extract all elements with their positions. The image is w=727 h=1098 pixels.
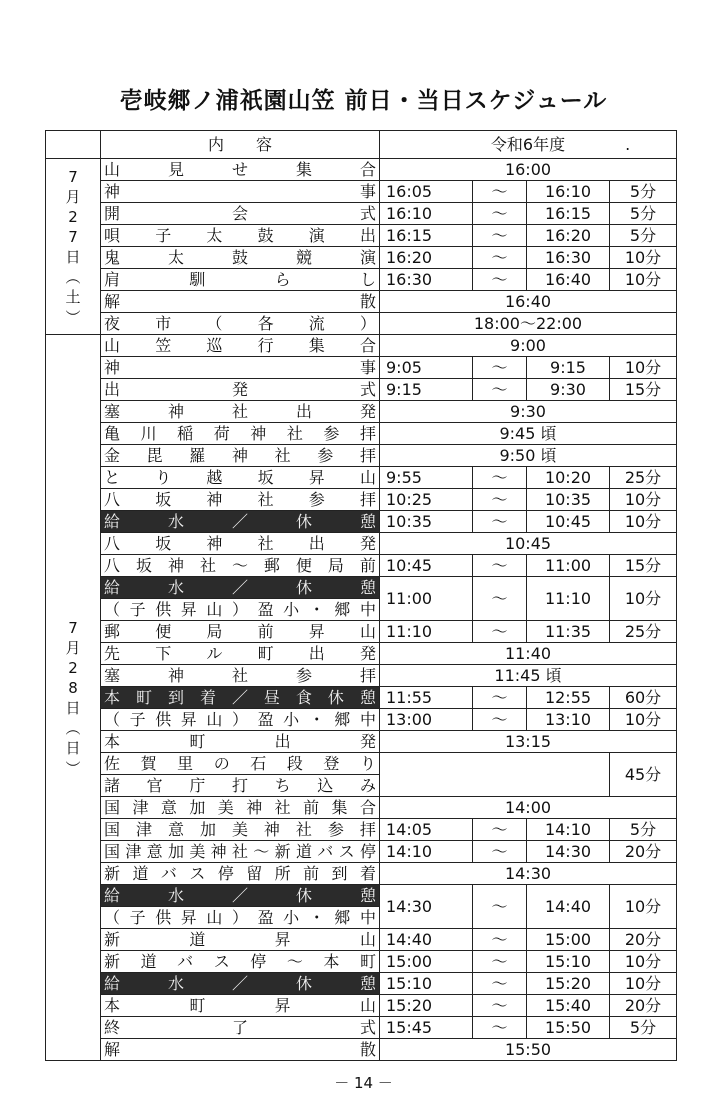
page-title: 壱岐郷ノ浦祇園山笠 前日・当日スケジュール	[119, 88, 608, 114]
item-cell	[101, 423, 380, 445]
duration-cell: 5分	[610, 819, 677, 841]
time-single-cell: 18:00～22:00	[380, 313, 677, 335]
item-label: 給 水 ／ 休 憩	[104, 885, 376, 905]
table-row	[46, 709, 677, 731]
table-row	[46, 357, 677, 379]
duration-cell: 25分	[610, 621, 677, 643]
item-label: 国 津 意 加 美 神 社 ～ 新 道 バ ス 停	[104, 841, 376, 861]
table-row	[46, 467, 677, 489]
end-time-cell: 9:30	[527, 379, 610, 401]
end-time-cell: 16:20	[527, 225, 610, 247]
end-time-cell: 10:35	[527, 489, 610, 511]
tilde-cell: ～	[473, 621, 527, 643]
item-cell	[101, 731, 380, 753]
duration-cell: 10分	[610, 885, 677, 929]
item-label: 新 道 バ ス 停 ～ 本 町	[104, 951, 376, 971]
start-time-cell: 14:30	[380, 885, 473, 929]
tilde-cell: ～	[473, 577, 527, 621]
duration-cell: 20分	[610, 841, 677, 863]
item-label: 鬼 太 鼓 競 演	[104, 247, 376, 267]
end-time-cell: 10:20	[527, 467, 610, 489]
tilde-cell: ～	[473, 555, 527, 577]
item-cell	[101, 907, 380, 929]
time-single-cell: 9:45 頃	[380, 423, 677, 445]
duration-cell: 5分	[610, 203, 677, 225]
end-time-cell: 15:10	[527, 951, 610, 973]
duration-cell: 10分	[610, 709, 677, 731]
table-row	[46, 511, 677, 533]
table-row	[46, 863, 677, 885]
item-label: 神 事	[104, 357, 376, 377]
item-cell	[101, 203, 380, 225]
item-cell	[101, 247, 380, 269]
time-single-cell: 16:40	[380, 291, 677, 313]
item-cell	[101, 665, 380, 687]
table-header-row	[46, 131, 677, 159]
duration-cell: 10分	[610, 247, 677, 269]
tilde-cell: ～	[473, 181, 527, 203]
header-dot: .	[625, 134, 631, 154]
item-cell	[101, 313, 380, 335]
header-year-cell	[380, 131, 677, 159]
duration-cell: 10分	[610, 951, 677, 973]
item-cell	[101, 643, 380, 665]
item-cell	[101, 379, 380, 401]
duration-cell: 25分	[610, 467, 677, 489]
item-cell	[101, 775, 380, 797]
time-single-cell: 13:15	[380, 731, 677, 753]
tilde-cell: ～	[473, 1017, 527, 1039]
item-cell	[101, 973, 380, 995]
tilde-cell: ～	[473, 819, 527, 841]
start-time-cell: 14:05	[380, 819, 473, 841]
end-time-cell: 14:10	[527, 819, 610, 841]
item-label: 亀 川 稲 荷 神 社 参 拝	[104, 423, 376, 443]
tilde-cell: ～	[473, 841, 527, 863]
tilde-cell: ～	[473, 709, 527, 731]
date-cell-day1: 7 月 2 7 日 （ 土 ）	[46, 159, 101, 335]
item-cell	[101, 445, 380, 467]
page-number: － 14 －	[334, 1074, 393, 1092]
item-label: 肩 馴 ら し	[104, 269, 376, 289]
table-row	[46, 203, 677, 225]
duration-cell: 5分	[610, 225, 677, 247]
item-label: 解 散	[104, 1039, 376, 1059]
duration-cell: 60分	[610, 687, 677, 709]
table-row	[46, 445, 677, 467]
start-time-cell: 14:40	[380, 929, 473, 951]
item-label: 新 道 昇 山	[104, 929, 376, 949]
item-label: 神 事	[104, 181, 376, 201]
time-single-cell: 11:40	[380, 643, 677, 665]
end-time-cell: 12:55	[527, 687, 610, 709]
item-label: （ 子 供 昇 山 ） 盈 小 ・ 郷 中	[104, 599, 376, 619]
item-cell	[101, 401, 380, 423]
table-row	[46, 401, 677, 423]
duration-cell: 45分	[610, 753, 677, 797]
header-content-cell: 内 容	[101, 131, 380, 159]
tilde-cell: ～	[473, 247, 527, 269]
item-cell	[101, 181, 380, 203]
start-time-cell: 16:30	[380, 269, 473, 291]
duration-cell: 10分	[610, 269, 677, 291]
duration-cell: 15分	[610, 555, 677, 577]
table-row	[46, 577, 677, 599]
item-cell	[101, 225, 380, 247]
end-time-cell: 16:40	[527, 269, 610, 291]
time-single-cell: 16:00	[380, 159, 677, 181]
tilde-cell: ～	[473, 951, 527, 973]
item-cell	[101, 929, 380, 951]
duration-cell: 5分	[610, 1017, 677, 1039]
table-row	[46, 159, 677, 181]
tilde-cell: ～	[473, 687, 527, 709]
end-time-cell: 16:10	[527, 181, 610, 203]
start-time-cell: 11:00	[380, 577, 473, 621]
start-time-cell: 16:20	[380, 247, 473, 269]
item-cell	[101, 335, 380, 357]
item-label: 終 了 式	[104, 1017, 376, 1037]
date-cell-day2: 7 月 2 8 日 （ 日 ）	[46, 335, 101, 1061]
table-row	[46, 313, 677, 335]
table-row	[46, 533, 677, 555]
item-cell	[101, 555, 380, 577]
end-time-cell: 15:00	[527, 929, 610, 951]
start-time-cell: 9:15	[380, 379, 473, 401]
item-label: 八 坂 神 社 ～ 郵 便 局 前	[104, 555, 376, 575]
tilde-cell: ～	[473, 379, 527, 401]
end-time-cell: 13:10	[527, 709, 610, 731]
item-cell	[101, 797, 380, 819]
duration-cell: 15分	[610, 379, 677, 401]
duration-cell: 20分	[610, 995, 677, 1017]
time-single-cell: 14:00	[380, 797, 677, 819]
item-label: 開 会 式	[104, 203, 376, 223]
start-time-cell: 16:15	[380, 225, 473, 247]
table-row	[46, 885, 677, 907]
start-time-cell: 13:00	[380, 709, 473, 731]
item-label: 本 町 出 発	[104, 731, 376, 751]
item-cell	[101, 577, 380, 599]
table-row	[46, 1039, 677, 1061]
duration-cell: 10分	[610, 973, 677, 995]
item-cell	[101, 709, 380, 731]
tilde-cell: ～	[473, 929, 527, 951]
item-cell	[101, 863, 380, 885]
table-row	[46, 1017, 677, 1039]
end-time-cell: 11:10	[527, 577, 610, 621]
duration-cell: 20分	[610, 929, 677, 951]
item-label: 夜 市 （ 各 流 ）	[104, 313, 376, 333]
item-cell	[101, 995, 380, 1017]
time-single-cell: 9:00	[380, 335, 677, 357]
start-time-cell: 16:05	[380, 181, 473, 203]
item-cell	[101, 357, 380, 379]
item-label: （ 子 供 昇 山 ） 盈 小 ・ 郷 中	[104, 907, 376, 927]
item-label: 諸 官 庁 打 ち 込 み	[104, 775, 376, 795]
tilde-cell: ～	[473, 225, 527, 247]
table-row	[46, 973, 677, 995]
item-cell	[101, 511, 380, 533]
table-row	[46, 181, 677, 203]
item-cell	[101, 687, 380, 709]
start-time-cell: 9:55	[380, 467, 473, 489]
item-label: 唄 子 太 鼓 演 出	[104, 225, 376, 245]
table-row	[46, 731, 677, 753]
duration-cell: 10分	[610, 357, 677, 379]
table-row	[46, 841, 677, 863]
tilde-cell: ～	[473, 357, 527, 379]
start-time-cell: 11:55	[380, 687, 473, 709]
tilde-cell: ～	[473, 885, 527, 929]
table-row	[46, 335, 677, 357]
item-label: 山 見 せ 集 合	[104, 159, 376, 179]
item-cell	[101, 159, 380, 181]
item-cell	[101, 467, 380, 489]
item-label: 本 町 到 着 ／ 昼 食 休 憩	[104, 687, 376, 707]
item-label: 給 水 ／ 休 憩	[104, 577, 376, 597]
end-time-cell: 15:20	[527, 973, 610, 995]
start-time-cell: 15:10	[380, 973, 473, 995]
start-time-cell: 10:45	[380, 555, 473, 577]
header-year-label: 令和6年度	[490, 134, 566, 154]
start-time-cell: 15:00	[380, 951, 473, 973]
table-row	[46, 753, 677, 775]
end-time-cell: 11:35	[527, 621, 610, 643]
table-row	[46, 951, 677, 973]
end-time-cell: 15:50	[527, 1017, 610, 1039]
duration-cell: 10分	[610, 511, 677, 533]
start-time-cell: 9:05	[380, 357, 473, 379]
table-row	[46, 379, 677, 401]
item-label: 新 道 バ ス 停 留 所 前 到 着	[104, 863, 376, 883]
end-time-cell: 16:15	[527, 203, 610, 225]
item-label: 郵 便 局 前 昇 山	[104, 621, 376, 641]
end-time-cell: 9:15	[527, 357, 610, 379]
time-single-cell: 15:50	[380, 1039, 677, 1061]
item-cell	[101, 489, 380, 511]
item-cell	[101, 291, 380, 313]
table-row	[46, 687, 677, 709]
item-cell	[101, 1017, 380, 1039]
time-single-cell: 11:45 頃	[380, 665, 677, 687]
end-time-cell: 15:40	[527, 995, 610, 1017]
start-time-cell: 15:20	[380, 995, 473, 1017]
item-cell	[101, 599, 380, 621]
item-label: 国 津 意 加 美 神 社 前 集 合	[104, 797, 376, 817]
end-time-cell: 10:45	[527, 511, 610, 533]
item-label: 八 坂 神 社 参 拝	[104, 489, 376, 509]
table-row	[46, 489, 677, 511]
table-row	[46, 269, 677, 291]
end-time-cell: 14:40	[527, 885, 610, 929]
table-row	[46, 643, 677, 665]
table-row	[46, 819, 677, 841]
item-label: （ 子 供 昇 山 ） 盈 小 ・ 郷 中	[104, 709, 376, 729]
item-label: 本 町 昇 山	[104, 995, 376, 1015]
header-date-cell	[46, 131, 101, 159]
item-label: 解 散	[104, 291, 376, 311]
start-time-cell: 10:25	[380, 489, 473, 511]
item-cell	[101, 819, 380, 841]
item-cell	[101, 1039, 380, 1061]
item-label: 給 水 ／ 休 憩	[104, 973, 376, 993]
item-label: 給 水 ／ 休 憩	[104, 511, 376, 531]
table-row	[46, 555, 677, 577]
item-label: 金 毘 羅 神 社 参 拝	[104, 445, 376, 465]
duration-cell: 10分	[610, 577, 677, 621]
table-row	[46, 247, 677, 269]
item-label: 先 下 ル 町 出 発	[104, 643, 376, 663]
end-time-cell: 16:30	[527, 247, 610, 269]
item-cell	[101, 753, 380, 775]
duration-cell: 5分	[610, 181, 677, 203]
tilde-cell: ～	[473, 203, 527, 225]
start-time-cell: 11:10	[380, 621, 473, 643]
start-time-cell: 14:10	[380, 841, 473, 863]
table-row	[46, 665, 677, 687]
item-label: 八 坂 神 社 出 発	[104, 533, 376, 553]
table-row	[46, 291, 677, 313]
item-cell	[101, 533, 380, 555]
end-time-cell: 14:30	[527, 841, 610, 863]
item-cell	[101, 621, 380, 643]
start-time-cell: 10:35	[380, 511, 473, 533]
time-blank-cell	[380, 753, 610, 797]
item-label: 山 笠 巡 行 集 合	[104, 335, 376, 355]
item-label: 国 津 意 加 美 神 社 参 拝	[104, 819, 376, 839]
schedule-table	[45, 130, 677, 1061]
table-row	[46, 929, 677, 951]
time-single-cell: 9:50 頃	[380, 445, 677, 467]
start-time-cell: 16:10	[380, 203, 473, 225]
item-label: 出 発 式	[104, 379, 376, 399]
time-single-cell: 9:30	[380, 401, 677, 423]
table-row	[46, 225, 677, 247]
tilde-cell: ～	[473, 973, 527, 995]
tilde-cell: ～	[473, 489, 527, 511]
start-time-cell: 15:45	[380, 1017, 473, 1039]
item-cell	[101, 841, 380, 863]
table-row	[46, 621, 677, 643]
table-row	[46, 797, 677, 819]
item-cell	[101, 269, 380, 291]
time-single-cell: 14:30	[380, 863, 677, 885]
item-cell	[101, 885, 380, 907]
table-row	[46, 995, 677, 1017]
tilde-cell: ～	[473, 995, 527, 1017]
time-single-cell: 10:45	[380, 533, 677, 555]
item-label: 佐 賀 里 の 石 段 登 り	[104, 753, 376, 773]
tilde-cell: ～	[473, 269, 527, 291]
duration-cell: 10分	[610, 489, 677, 511]
end-time-cell: 11:00	[527, 555, 610, 577]
item-label: 塞 神 社 出 発	[104, 401, 376, 421]
item-cell	[101, 951, 380, 973]
table-row	[46, 423, 677, 445]
tilde-cell: ～	[473, 467, 527, 489]
item-label: と り 越 坂 昇 山	[104, 467, 376, 487]
item-label: 塞 神 社 参 拝	[104, 665, 376, 685]
tilde-cell: ～	[473, 511, 527, 533]
